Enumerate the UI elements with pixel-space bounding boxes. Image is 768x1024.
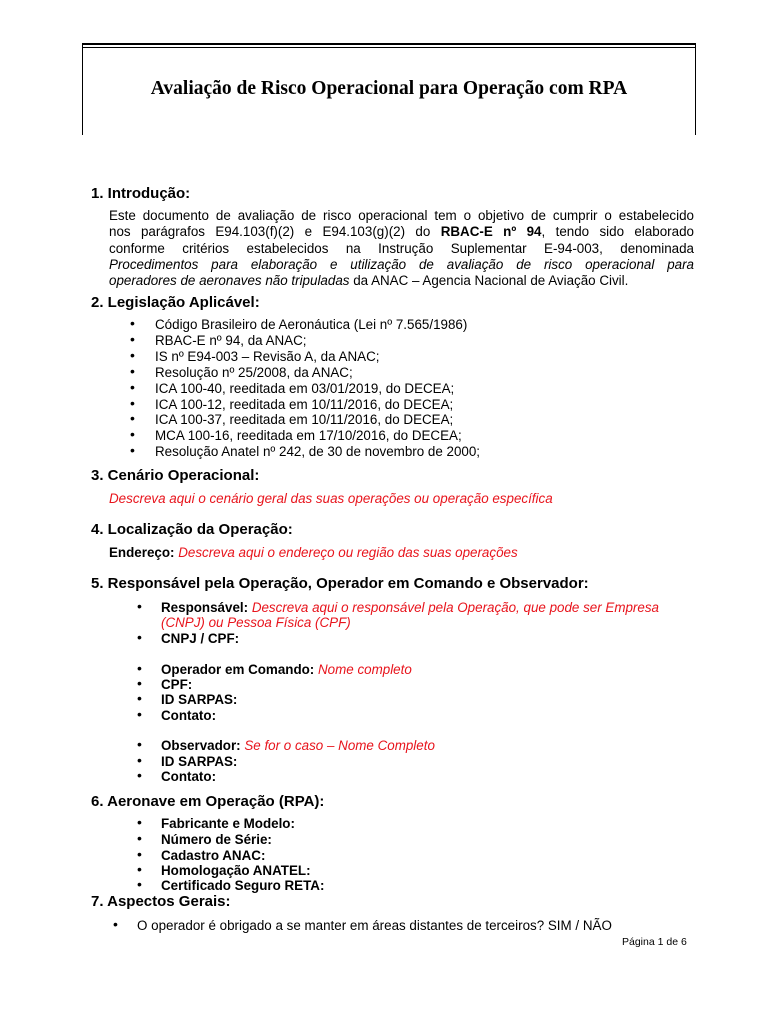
page-number: Página 1 de 6	[622, 936, 687, 948]
responsible-placeholder: Descreva aqui o responsável pela Operação, que pode ser Empresa	[251, 600, 659, 615]
list-item: • ICA 100-37, reeditada em 10/11/2016, do DECEA;	[130, 412, 480, 428]
section-2-heading: 2. Legislação Aplicável:	[91, 294, 260, 311]
id-sarpas-label: ID SARPAS:	[161, 692, 238, 707]
address-placeholder: Descreva aqui o endereço ou região das suas operações	[178, 545, 518, 560]
responsible-label: Responsável:	[161, 600, 249, 615]
id-sarpas-label: ID SARPAS:	[161, 754, 238, 769]
list-item: • Código Brasileiro de Aeronáutica (Lei nº 7.565/1986)	[130, 317, 480, 333]
contact-label: Contato:	[161, 769, 217, 784]
cpf-label: CPF:	[161, 677, 193, 692]
bullet-icon: •	[137, 861, 142, 877]
bullet-icon: •	[137, 846, 142, 862]
bullet-icon: •	[137, 690, 142, 706]
bullet-icon: •	[137, 675, 142, 691]
list-item: • RBAC-E nº 94, da ANAC;	[130, 333, 480, 349]
section-6-heading: 6. Aeronave em Operação (RPA):	[91, 793, 325, 810]
bullet-icon: •	[137, 752, 142, 768]
list-item: • ICA 100-12, reeditada em 10/11/2016, do DECEA;	[130, 397, 480, 413]
bullet-icon: •	[137, 660, 142, 676]
list-item: • IS nº E94-003 – Revisão A, da ANAC;	[130, 349, 480, 365]
intro-line: operadores de aeronaves não tripuladas da ANAC – Agencia Nacional de Aviação Civil.	[109, 273, 629, 289]
scenario-placeholder: Descreva aqui o cenário geral das suas operações ou operação específica	[109, 491, 553, 506]
introduction-paragraph	[109, 208, 694, 289]
list-item: • ICA 100-40, reeditada em 03/01/2019, do DECEA;	[130, 381, 480, 397]
bullet-icon: •	[137, 830, 142, 846]
legislation-list	[130, 317, 480, 460]
contact-label: Contato:	[161, 708, 217, 723]
bullet-icon: •	[137, 736, 142, 752]
bullet-icon: •	[113, 916, 118, 932]
observer-placeholder: Se for o caso – Nome Completo	[244, 738, 435, 753]
observer-label: Observador:	[161, 738, 241, 753]
intro-line: nos parágrafos E94.103(f)(2) e E94.103(g)(2) do RBAC-E nº 94, tendo sido elaborado	[109, 224, 694, 240]
document-page: Avaliação de Risco Operacional para Operação com RPA 1. Introdução: Este documento de avaliação de risco operacional tem o objetivo de cumprir o estabelecido nos parágrafos E94.103(f)(2) e E94.103(g)(2) do RBAC-E nº 94, tendo sido elaborado conforme critérios estabelecidos na Instrução Suplementar E-94-003, denominada Procedimentos para elaboração e utilização de avaliação de risco operacional para operadores de aeronaves não tripuladas da ANAC – Agencia Nacional de Aviação Civil. 2. Legislação Aplicável: • Código Brasileiro de Aeronáutica (Lei nº 7.565/1986) • RBAC-E nº 94, da ANAC; • IS nº E94-003 – Revisão A, da ANAC; • Resolução nº 25/2008, da ANAC; • ICA 100-40, reeditada em 03/01/2019, do DECEA; • ICA 100-12, reeditada em 10/11/2016, do DECEA; • ICA 100-37, reeditada em 10/11/2016, do DECEA; • MCA 100-16, reeditada em 17/10/2016, do DECEA; • Resolução Anatel nº 242, de 30 de novembro de 2000; 3. Cenário Operacional: Descreva aqui o cenário geral das suas operações ou operação específica 4. Localização da Operação: Endereço: Descreva aqui o endereço ou região das suas operações 5. Responsável pela Operação, Operador em Comando e Observador: • Responsável: Descreva aqui o responsável pela Operação, que pode ser Empresa (CNPJ) ou Pessoa Física (CPF) • CNPJ / CPF: • Operador em Comando: Nome completo • CPF: • ID SARPAS: • Contato: • Observador: Se for o caso – Nome Completo • ID SARPAS: • Contato: 6. Aeronave em Operação (RPA): • Fabricante e Modelo: • Número de Série: • Cadastro ANAC: • Homologação ANATEL: • Certificado Seguro RETA: 7. Aspectos Gerais: • O operador é obrigado a se manter em áreas distantes de terceiros? SIM / NÃO Página 1 de 6	[0, 0, 768, 1024]
section-1-heading: 1. Introdução:	[91, 185, 191, 202]
section-3-heading: 3. Cenário Operacional:	[91, 467, 260, 484]
address-line	[109, 545, 518, 561]
list-item: • Resolução Anatel nº 242, de 30 de novembro de 2000;	[130, 444, 480, 460]
intro-line: conforme critérios estabelecidos na Instrução Suplementar E-94-003, denominada	[109, 240, 694, 256]
rbac-reference: RBAC-E nº 94	[440, 224, 542, 240]
section-5-heading: 5. Responsável pela Operação, Operador em Comando e Observador:	[91, 575, 589, 592]
address-label: Endereço:	[109, 545, 175, 560]
bullet-icon: •	[137, 767, 142, 783]
responsible-placeholder-cont: (CNPJ) ou Pessoa Física (CPF)	[161, 615, 351, 630]
bullet-icon: •	[137, 629, 142, 645]
bullet-icon: •	[137, 876, 142, 892]
list-item: • Resolução nº 25/2008, da ANAC;	[130, 365, 480, 381]
bullet-icon: •	[137, 814, 142, 830]
intro-line: Este documento de avaliação de risco operacional tem o objetivo de cumprir o estabelecido	[109, 208, 694, 223]
section-7-heading: 7. Aspectos Gerais:	[91, 893, 231, 910]
cnpj-cpf-label: CNPJ / CPF:	[161, 631, 240, 646]
operator-label: Operador em Comando:	[161, 662, 315, 677]
intro-line: Procedimentos para elaboração e utilização de avaliação de risco operacional para	[109, 256, 694, 272]
document-title: Avaliação de Risco Operacional para Operação com RPA	[150, 78, 628, 99]
bullet-icon: •	[137, 706, 142, 722]
bullet-icon: •	[137, 598, 142, 614]
list-item: • MCA 100-16, reeditada em 17/10/2016, do DECEA;	[130, 428, 480, 444]
section-4-heading: 4. Localização da Operação:	[91, 521, 293, 538]
operator-placeholder: Nome completo	[318, 662, 412, 677]
general-question: O operador é obrigado a se manter em áreas distantes de terceiros? SIM / NÃO	[137, 918, 612, 933]
